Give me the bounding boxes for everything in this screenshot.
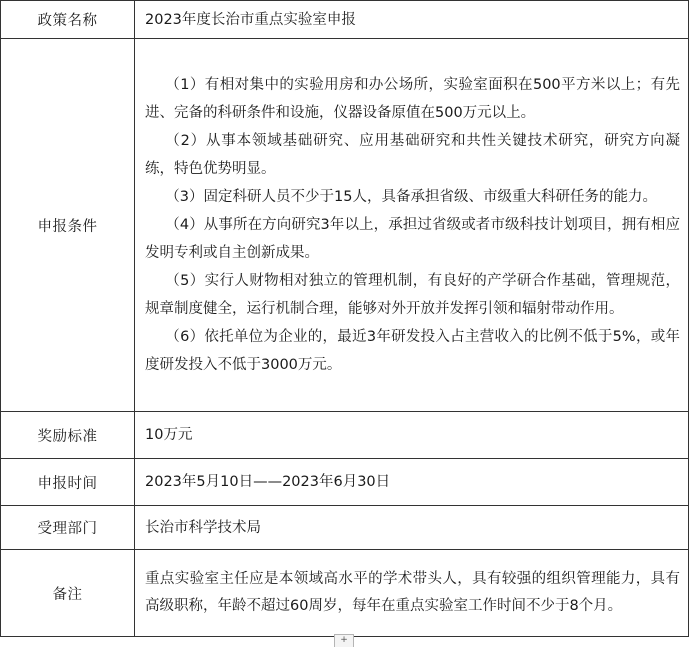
row-conditions — [1, 39, 689, 412]
row-time — [1, 459, 689, 506]
condition-item-6: （6）依托单位为企业的，最近3年研发投入占主营收入的比例不低于5%，或年度研发投入不低于3000万元。 — [145, 329, 680, 373]
note-label: 备注 — [1, 550, 135, 637]
note-value-cell — [135, 550, 689, 637]
add-row-tab[interactable] — [334, 634, 354, 647]
row-policy-name — [1, 1, 689, 39]
plus-icon: + — [340, 635, 348, 645]
policy-name-value: 2023年度长治市重点实验室申报 — [135, 1, 689, 39]
time-label: 申报时间 — [1, 459, 135, 506]
row-reward — [1, 412, 689, 459]
row-dept — [1, 506, 689, 550]
dept-label: 受理部门 — [1, 506, 135, 550]
condition-item-3: （3）固定科研人员不少于15人，具备承担省级、市级重大科研任务的能力。 — [165, 189, 657, 205]
condition-item-5: （5）实行人财物相对独立的管理机制，有良好的产学研合作基础，管理规范，规章制度健全，运行机制合理，能够对外开放并发挥引领和辐射带动作用。 — [145, 273, 680, 317]
dept-value: 长治市科学技术局 — [135, 506, 689, 550]
condition-item-1: （1）有相对集中的实验用房和办公场所，实验室面积在500平方米以上；有先进、完备的科研条件和设施，仪器设备原值在500万元以上。 — [145, 77, 680, 121]
condition-item-4: （4）从事所在方向研究3年以上，承担过省级或者市级科技计划项目，拥有相应发明专利或自主创新成果。 — [145, 217, 680, 261]
row-note — [1, 550, 689, 637]
conditions-label: 申报条件 — [1, 39, 135, 412]
reward-label: 奖励标准 — [1, 412, 135, 459]
policy-name-label: 政策名称 — [1, 1, 135, 39]
time-value: 2023年5月10日——2023年6月30日 — [135, 459, 689, 506]
condition-item-2: （2）从事本领域基础研究、应用基础研究和共性关键技术研究，研究方向凝练，特色优势明显。 — [145, 133, 680, 177]
reward-value: 10万元 — [135, 412, 689, 459]
note-value: 重点实验室主任应是本领域高水平的学术带头人，具有较强的组织管理能力，具有高级职称，年龄不超过60周岁，每年在重点实验室工作时间不少于8个月。 — [145, 571, 680, 614]
conditions-list — [135, 39, 689, 412]
